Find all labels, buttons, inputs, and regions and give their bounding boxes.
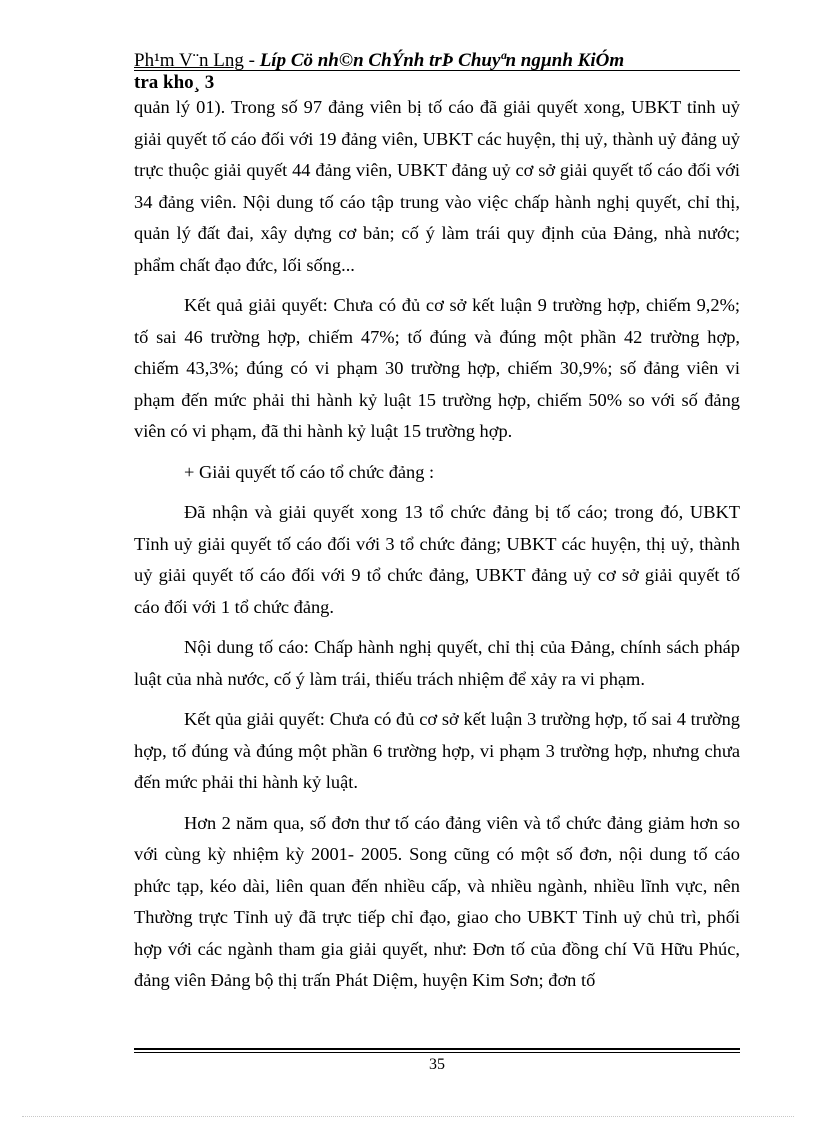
paragraph-1: quản lý 01). Trong số 97 đảng viên bị tố cáo đã giải quyết xong, UBKT tỉnh uỷ giải quyết tố cáo đối với 19 đảng viên, UBKT các huyện, thị uỷ, thành uỷ đảng uỷ trực thuộc giải quyết 44 đảng viên, UBKT đảng uỷ cơ sở giải quyết tố cáo đối với 34 đảng viên. Nội dung tố cáo tập trung vào việc chấp hành nghị quyết, chỉ thị, quản lý đất đai, xây dựng cơ bản; cố ý làm trái quy định của Đảng, nhà nước; phẩm chất đạo đức, lối sống... <box>134 97 740 275</box>
page-number: 35 <box>429 1056 445 1073</box>
header-rule <box>134 70 740 71</box>
header-course-line2: tra kho¸ 3 <box>134 72 215 93</box>
paragraph-2: Kết quả giải quyết: Chưa có đủ cơ sở kết luận 9 trường hợp, chiếm 9,2%; tố sai 46 trường hợp, chiếm 47%; tố đúng và đúng một phần 42 trường hợp, chiếm 43,3%; đúng có vi phạm 30 trường hợp, chiếm 30,9%; số đảng viên vi phạm đến mức phải thi hành kỷ luật 15 trường hợp, chiếm 50% so với số đảng viên có vi phạm, đã thi hành kỷ luật 15 trường hợp. <box>134 295 740 441</box>
page-bottom-border <box>22 1116 794 1117</box>
paragraph-6: Kết qủa giải quyết: Chưa có đủ cơ sở kết luận 3 trường hợp, tố sai 4 trường hợp, tố đúng và đúng một phần 6 trường hợp, vi phạm 3 trường hợp, nhưng chưa đến mức phải thi hành kỷ luật. <box>134 709 740 792</box>
body-text <box>134 92 740 1006</box>
footer-rule-thin <box>134 1052 740 1053</box>
footer-rule-thick <box>134 1048 740 1050</box>
header-course-line1: Líp Cö nh©n ChÝnh trÞ Chuyªn ngµnh KiÓm <box>259 50 625 71</box>
header-separator: - <box>243 50 260 71</box>
paragraph-3: + Giải quyết tố cáo tổ chức đảng : <box>184 461 435 482</box>
paragraph-4: Đã nhận và giải quyết xong 13 tổ chức đảng bị tố cáo; trong đó, UBKT Tỉnh uỷ giải quyết tố cáo đối với 3 tổ chức đảng; UBKT các huyện, thị uỷ, thành uỷ giải quyết tố cáo đối với 9 tổ chức đảng, UBKT đảng uỷ cơ sở giải quyết tố cáo đối với 1 tổ chức đảng. <box>134 502 740 617</box>
paragraph-5: Nội dung tố cáo: Chấp hành nghị quyết, chỉ thị của Đảng, chính sách pháp luật của nhà nước, cố ý làm trái, thiếu trách nhiệm để xảy ra vi phạm. <box>134 637 740 689</box>
running-header <box>134 50 740 72</box>
paragraph-7: Hơn 2 năm qua, số đơn thư tố cáo đảng viên và tổ chức đảng giảm hơn so với cùng kỳ nhiệm kỳ 2001- 2005. Song cũng có một số đơn, nội dung tố cáo phức tạp, kéo dài, liên quan đến nhiều cấp, và nhiều ngành, nhiều lĩnh vực, nên Thường trực Tỉnh uỷ đã trực tiếp chỉ đạo, giao cho UBKT Tỉnh uỷ chủ trì, phối hợp với các ngành tham gia giải quyết, như: Đơn tố của đồng chí Vũ Hữu Phúc, đảng viên Đảng bộ thị trấn Phát Diệm, huyện Kim Sơn; đơn tố <box>134 812 740 990</box>
header-author: Ph¹m V¨n Lng <box>134 50 244 71</box>
